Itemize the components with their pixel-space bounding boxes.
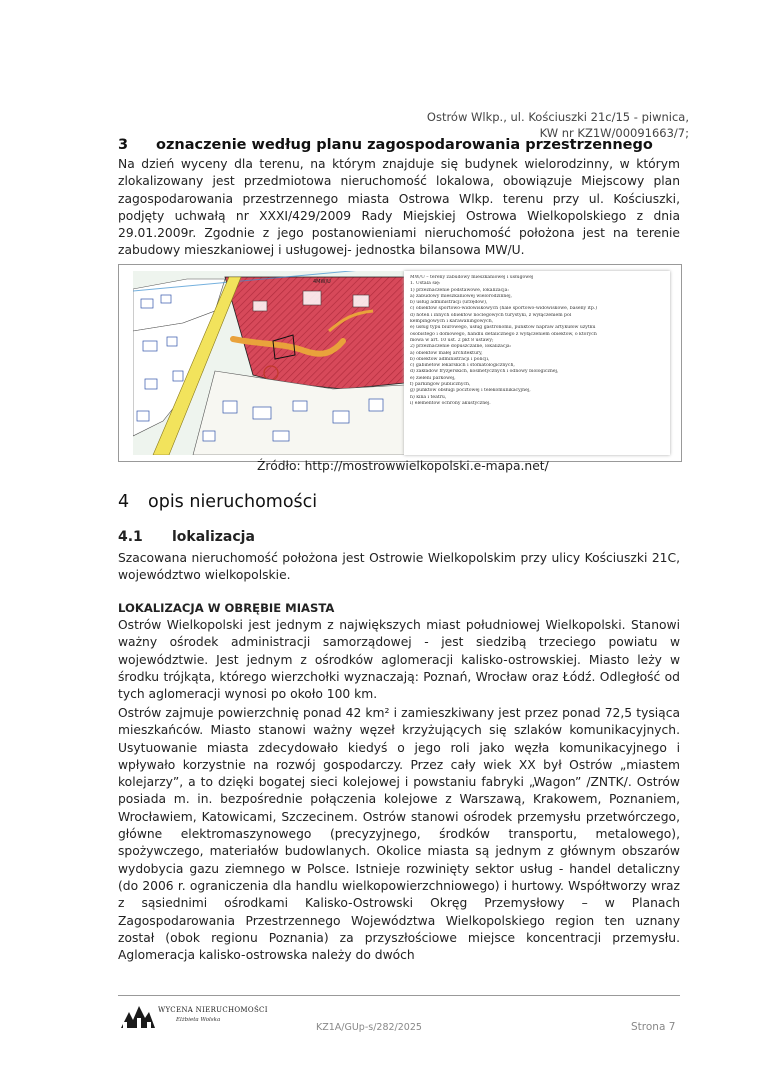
logo-subtext: Elżbieta Wolska — [176, 1017, 221, 1023]
section-3-text: Na dzień wyceny dla terenu, na którym znajduje się budynek wielorodzinny, w którym zlokalizowany jest przedmiotowa nieruchomość lokalowa, obowiązuje Miejscowy plan zagospodarowania przestrzennego miasta Ostrowa Wlkp. terenu przy ul. Kościuszki, podjęty uchwałą nr XXXI/429/2009 Rady Miejskiej Ostrowa Wielkopolskiego z dnia 29.01.2009r. Zgodnie z jego postanowieniami nieruchomość położona jest na terenie zabudowy mieszkaniowej i usługowej- jednostka bilansowa MW/U. — [118, 157, 680, 258]
section-4-heading — [118, 492, 317, 512]
section-4-1-title: lokalizacja — [172, 529, 255, 545]
legend-line: g) punktów obsługi pocztowej i telekomunikacyjnej, — [410, 388, 531, 394]
page-number: Strona 7 — [631, 1021, 676, 1033]
company-logo-icon — [119, 1000, 157, 1030]
section-4-1-heading — [118, 529, 255, 545]
logo-text: WYCENA NIERUCHOMOŚCI — [158, 1006, 268, 1014]
legend-line: 1) przeznaczenie podstawowe, lokalizacja: — [410, 287, 509, 293]
section-4-title: opis nieruchomości — [148, 492, 318, 512]
legend-line: b) obiektów administracji i policji, — [410, 356, 490, 362]
legend-line: i) elementów ochrony akustycznej. — [410, 400, 491, 406]
section-3-title: oznaczenie według planu zagospodarowania przestrzennego — [156, 137, 653, 153]
footer-divider — [118, 995, 680, 996]
legend-line: a) obiektów małej architektury, — [410, 350, 483, 356]
zoning-map — [133, 271, 405, 455]
legend-line: MW/U – tereny zabudowy mieszkaniowej i usługowej — [410, 275, 534, 280]
location-subheading: LOKALIZACJA W OBRĘBIE MIASTA — [118, 601, 335, 615]
location-paragraph-2: Ostrów zajmuje powierzchnię ponad 42 km² i zamieszkiwany jest przez ponad 72,5 tysiąca mieszkańców. Miasto stanowi ważny węzeł krzyżujących się szlaków komunikacyjnych. Usytuowanie miasta zdecydowało kiedyś o jego roli jako węzła komunikacyjnego i wpływało korzystnie na rozwój gospodarczy. Przez cały wiek XX był Ostrów „miastem kolejarzy”, a to dzięki bogatej sieci kolejowej i powstaniu fabryki „Wagon” /ZNTK/. Ostrów posiada m. in. bezpośrednie połączenia kolejowe z Warszawą, Krakowem, Poznaniem, Wrocławiem, Katowicami, Szczecinem. Ostrów stanowi ośrodek przemysłu przetwórczego, główne elektromaszynowego (precyzyjnego, środków transportu, metalowego), spożywczego, materiałów budowlanych. Okolice miasta są jednym z głównym obszarów wydobycia gazu ziemnego w Polsce. Istnieje rozwinięty sektor usług - handel detaliczny (do 2006 r. ograniczenia dla handlu wielkopowierzchniowego) i hurtowy. Współtworzy wraz z sąsiednimi ośrodkami Kalisko-Ostrowski Okręg Przemysłowy – w Planach Zagospodarowania Przestrzennego Województwa Wielkopolskiego region ten uznany został (obok regionu Poznania) za przyszłościowe miejsce koncentracji przemysłu. Aglomeracja kalisko-ostrowska należy do dwóch — [118, 706, 680, 963]
section-4-1-number: 4.1 — [118, 529, 143, 545]
legend-line: kempingowych i karawaningowych, — [410, 319, 494, 325]
legend-line: e) usług typu biurowego, usług gastronomii, punktów napraw artykułów użytku — [410, 325, 596, 331]
header-kw-number: KW nr KZ1W/00091663/7; — [539, 126, 689, 140]
legend-line: d) zakładów fryzjerskich, kosmetycznych i odnowy biologicznej, — [410, 369, 559, 375]
document-reference: KZ1A/GUp-s/282/2025 — [316, 1022, 422, 1033]
section-4-number: 4 — [118, 492, 130, 512]
zoning-plan-figure — [118, 264, 682, 462]
location-paragraph-1: Ostrów Wielkopolski jest jednym z największych miast południowej Wielkopolski. Stanowi ważny ośrodek administracji samorządowej - jest siedzibą trzeciego powiatu w województwie. Jest jednym z ośrodków aglomeracji kalisko-ostrowskiej. Miasto leży w środku trójkąta, którego wierzchołki wyznaczają: Poznań, Wrocław oraz Łódź. Odległość od tych aglomeracji wynosi po około 100 km. — [118, 618, 680, 702]
legend-line: c) obiektów sportowo-widowiskowych (hale sportowo-widowiskowe, baseny itp.) — [410, 306, 598, 312]
legend-line: a) zabudowy mieszkaniowej wielorodzinnej, — [410, 293, 512, 299]
header-address: Ostrów Wlkp., ul. Kościuszki 21c/15 - piwnica, — [426, 110, 689, 124]
legend-line: 2) przeznaczenie dopuszczalne, lokalizacja: — [410, 344, 512, 350]
legend-line: 1. Ustala się: — [410, 281, 441, 287]
section-3-number: 3 — [118, 137, 129, 153]
legend-line: mowa w art. 10 ust. 2 pkt 8 ustawy; — [410, 337, 494, 343]
zoning-map-graphic — [133, 271, 405, 455]
zoning-legend — [404, 271, 670, 455]
legend-line: b) usług administracji (urzędów), — [410, 300, 488, 306]
section-3-heading — [118, 137, 653, 153]
legend-line: osobistego i domowego, handlu detalicznego z wyłączeniem obiektów, o których — [410, 331, 597, 337]
section-4-1-text: Szacowana nieruchomość położona jest Ostrowie Wielkopolskim przy ulicy Kościuszki 21C, województwo wielkopolskie. — [118, 551, 680, 583]
legend-line: h) kina i teatru, — [410, 394, 447, 400]
legend-line: e) zieleni parkowej, — [410, 375, 456, 381]
legend-line: f) parkingów publicznych, — [410, 382, 471, 388]
legend-line: d) hoteli i innych obiektów noclegowych turystyki, z wyłączeniem pól — [410, 312, 572, 318]
figure-caption: Źródło: http://mostrowwielkopolski.e-mapa.net/ — [257, 459, 549, 473]
legend-line: c) gabinetów lekarskich i stomatologicznych, — [410, 363, 515, 369]
zoning-map-label: 4MW/U — [313, 279, 331, 285]
